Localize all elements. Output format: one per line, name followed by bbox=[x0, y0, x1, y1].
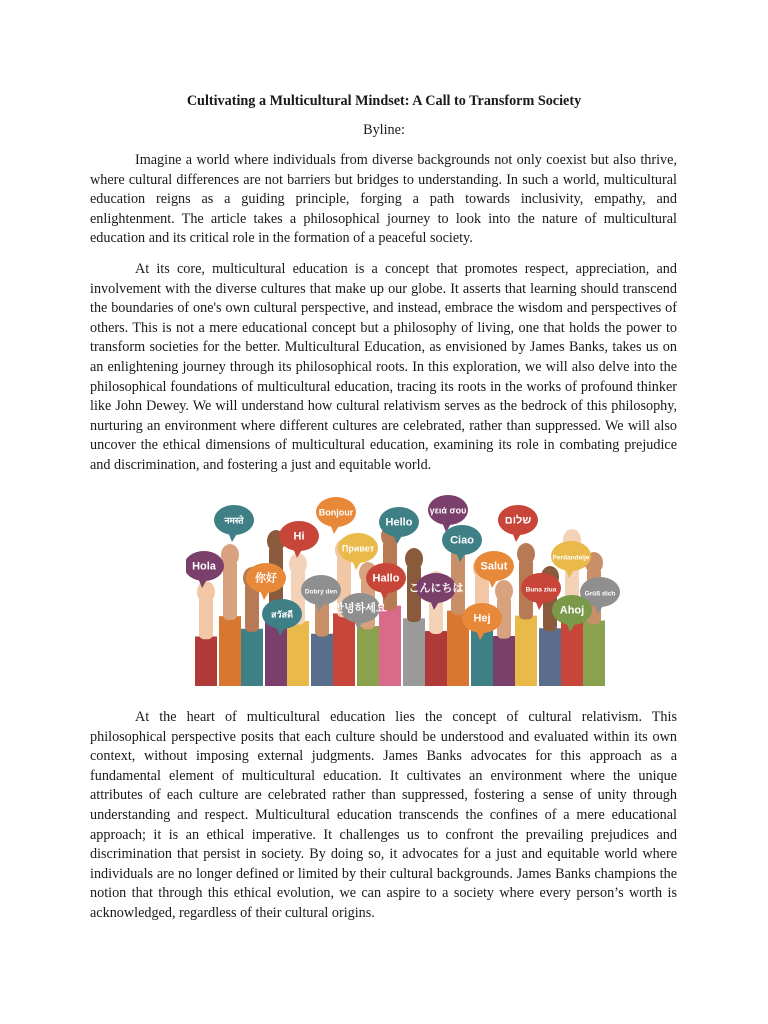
greeting-label: Hola bbox=[192, 560, 216, 573]
arm-sleeve bbox=[195, 637, 217, 687]
greeting-label: Hej bbox=[473, 612, 491, 625]
greeting-label: Perdandelje bbox=[552, 554, 590, 562]
greeting-label: Привет bbox=[341, 543, 375, 554]
greeting-label: Ciao bbox=[450, 534, 474, 547]
greeting-label: नमस्ते bbox=[224, 515, 244, 526]
greeting-label: Dobrý den bbox=[304, 588, 338, 596]
hand bbox=[405, 548, 423, 570]
arm-sleeve bbox=[333, 613, 355, 686]
hand bbox=[495, 580, 513, 602]
arm-sleeve bbox=[219, 616, 241, 686]
arm-sleeve bbox=[539, 628, 561, 686]
greeting-label: Hallo bbox=[372, 572, 400, 585]
greeting-label: สวัสดี bbox=[271, 609, 293, 620]
greeting-label: Bonjour bbox=[318, 507, 354, 518]
greeting-label: Ahoj bbox=[559, 604, 585, 617]
paragraph-relativism: At the heart of multicultural education lies the concept of cultural relativism. This philosophical perspective posits that each culture should be understood and evaluated within its own context, without imposing external judgments. James Banks advocates for this approach as a fundamental element of multicultural education. It cultivates an environment where the unique attributes of each culture are celebrated rather than suppressed, fostering a sense of unity through understanding and respect. Multicultural education transcends the confines of a mere educational approach; it is an ethical imperative. It challenges us to confront the prevailing prejudices and discrimination that persist in society. By doing so, it advocates for a just and equitable world where individuals are no longer defined or limited by their cultural backgrounds. James Banks champions the notion that through this ethical evolution, we can aspire to a society where every person’s worth is acknowledged, regardless of their cultural origins. bbox=[90, 709, 677, 921]
greeting-label: Grüß dich bbox=[584, 590, 616, 598]
paragraph-intro: Imagine a world where individuals from diverse backgrounds not only coexist but also thrive, where cultural differences are not barriers but bridges to understanding. In such a world, multicultural education reigns as a guiding principle, forging a path towards inclusivity, empathy, and enlightenment. The article takes a philosophical journey to look into the nature of multicultural education and its critical role in the formation of a peaceful society. bbox=[90, 152, 677, 247]
greeting-label: Hello bbox=[385, 516, 413, 529]
arm-sleeve bbox=[425, 631, 447, 686]
paragraph-core: At its core, multicultural education is a concept that promotes respect, appreciation, and involvement with the diverse cultures that make up our globe. It asserts that learning should transcend the boundaries of one's own cultural perspective, and instead, embrace the wisdom and perspectives of others. This is not a mere educational concept but a philosophy of living, one that holds the power to transform societies for the better. Multicultural Education, as envisioned by James Banks, takes us on an enlightening journey through its philosophical roots. In this exploration, we will also delve into the philosophical foundations of multicultural education, tracing its roots in the works of profound thinker like John Dewey. We will understand how cultural relativism serves as the bedrock of this philosophy, nurturing an environment where different cultures are celebrated, rather than suppressed. We will also uncover the ethical dimensions of multicultural education, examining its role in combating prejudice and discrimination, and fostering a just and equitable world. bbox=[90, 261, 677, 473]
arm-sleeve bbox=[357, 626, 379, 686]
greeting-label: こんにちは bbox=[408, 582, 464, 595]
arm-sleeve bbox=[515, 616, 537, 686]
arm-sleeve bbox=[311, 634, 333, 686]
arm-sleeve bbox=[287, 621, 309, 686]
arm-sleeve bbox=[583, 621, 605, 686]
greeting-label: שלום bbox=[504, 514, 532, 527]
arm-sleeve bbox=[379, 606, 401, 686]
arm-forearm bbox=[223, 559, 237, 620]
arm-sleeve bbox=[493, 636, 515, 686]
greeting-label: Hi bbox=[293, 530, 305, 543]
article-byline: Byline: bbox=[363, 122, 405, 138]
arm-sleeve bbox=[241, 629, 263, 686]
greeting-label: 你好 bbox=[255, 572, 277, 585]
hand bbox=[221, 544, 239, 566]
arm-sleeve bbox=[403, 618, 425, 686]
multicultural-greetings-illustration bbox=[186, 490, 620, 686]
hand bbox=[197, 581, 215, 603]
article-title: Cultivating a Multicultural Mindset: A Call to Transform Society bbox=[186, 93, 582, 109]
greeting-label: γειά σου bbox=[429, 505, 467, 516]
greeting-label: Salut bbox=[480, 560, 508, 573]
hand bbox=[517, 543, 535, 565]
greeting-label: Buna ziua bbox=[525, 586, 557, 594]
greeting-label: 안녕하세요 bbox=[333, 602, 387, 615]
